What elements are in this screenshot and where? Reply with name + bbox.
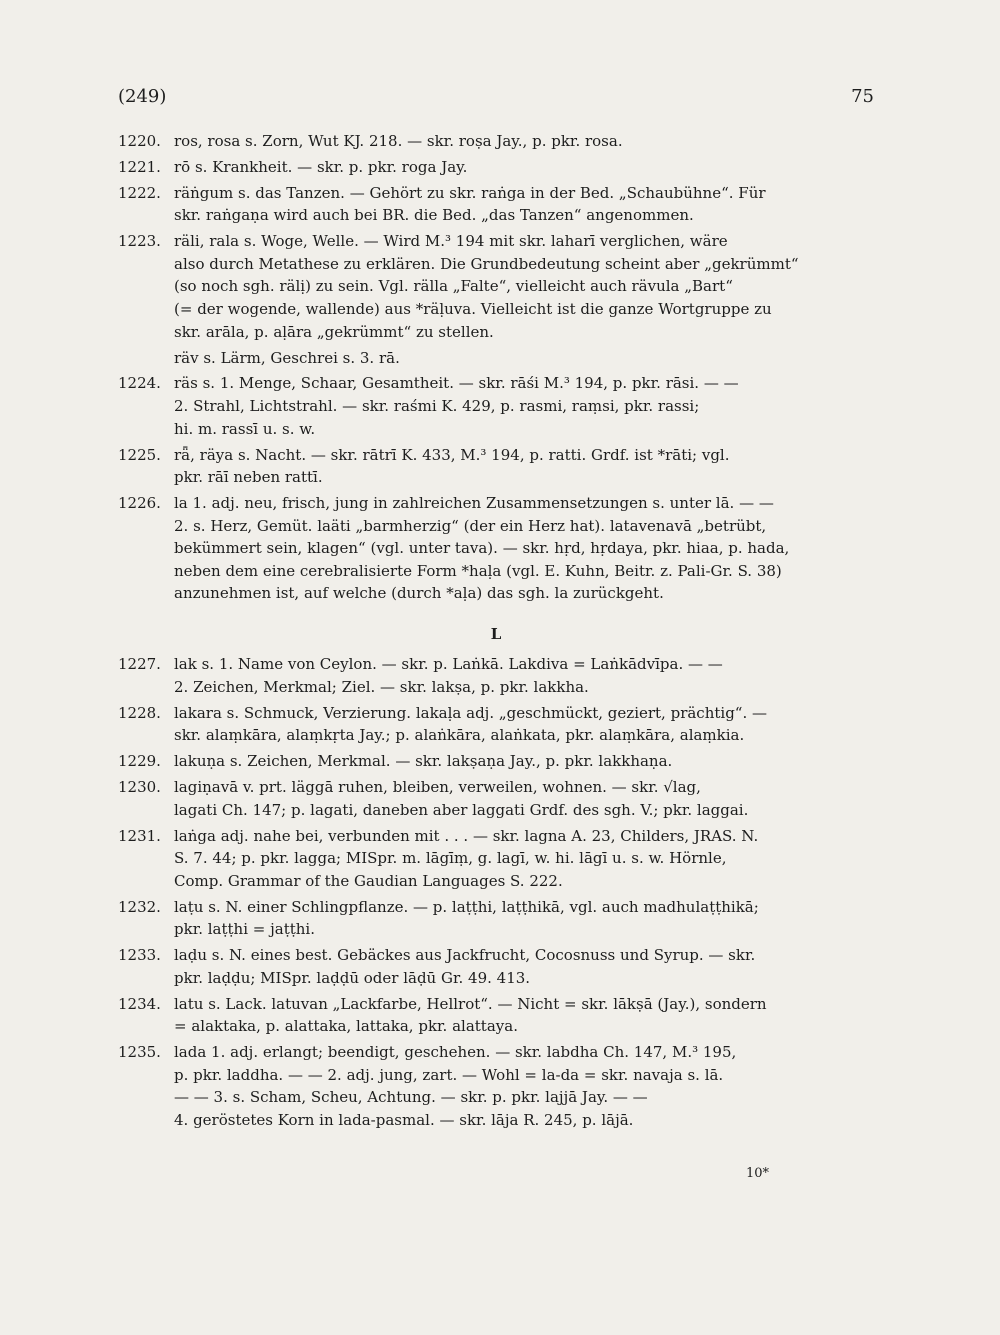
- entry-text: pkr. laṭṭhi = jaṭṭhi.: [174, 920, 315, 939]
- entry-first-line: [118, 444, 874, 467]
- dictionary-entry: [118, 372, 874, 440]
- entry-text: laḍu s. N. eines best. Gebäckes aus Jackfrucht, Cocosnuss und Syrup. — skr.: [174, 946, 756, 965]
- entry-first-line: [118, 702, 874, 725]
- entry-text: lakuṇa s. Zeichen, Merkmal. — skr. lakṣaṇa Jay., p. pkr. lakkhaṇa.: [174, 752, 673, 771]
- entry-text: laṅga adj. nahe bei, verbunden mit . . . — skr. lagna A. 23, Childers, JRAS. N.: [174, 826, 759, 845]
- entry-first-line: [118, 776, 874, 799]
- entry-first-line: [118, 182, 874, 205]
- dictionary-entry: [118, 825, 874, 893]
- entry-first-line: [118, 156, 874, 179]
- entry-continuation-line: [118, 1015, 874, 1038]
- entry-first-line: [118, 750, 874, 773]
- entry-text: skr. raṅgaṇa wird auch bei BR. die Bed. „das Tanzen“ angenommen.: [174, 206, 694, 225]
- entry-text: rǟ, räya s. Nacht. — skr. rātrī K. 433, M.³ 194, p. ratti. Grdf. ist *rāti; vgl.: [174, 445, 730, 464]
- entry-continuation-line: [118, 515, 874, 538]
- entry-first-line: [118, 1041, 874, 1064]
- entry-text: lakara s. Schmuck, Verzierung. lakaḷa adj. „geschmückt, geziert, prächtig“. —: [174, 703, 768, 722]
- entry-text: lagati Ch. 147; p. lagati, daneben aber laggati Grdf. des sgh. V.; pkr. laggai.: [174, 800, 749, 819]
- dictionary-entry: [118, 182, 874, 227]
- entry-text: latu s. Lack. latuvan „Lackfarbe, Hellrot“. — Nicht = skr. lākṣā (Jay.), sondern: [174, 994, 767, 1013]
- entry-continuation-line: [118, 253, 874, 276]
- entry-first-line: [118, 944, 874, 967]
- dictionary-entry: [118, 1041, 874, 1131]
- dictionary-entry: [118, 347, 874, 370]
- entry-text: 2. Zeichen, Merkmal; Ziel. — skr. lakṣa, p. pkr. lakkha.: [174, 677, 589, 696]
- dictionary-entry: [118, 993, 874, 1038]
- entry-first-line: [118, 130, 874, 153]
- entry-number: 1232.: [118, 897, 161, 916]
- entry-number: 1231.: [118, 826, 161, 845]
- entry-text: (= der wogende, wallende) aus *räḷuva. Vielleicht ist die ganze Wortgruppe zu: [174, 300, 772, 319]
- entry-first-line: [118, 372, 874, 395]
- entry-number: 1220.: [118, 132, 161, 150]
- dictionary-entry: [118, 702, 874, 747]
- entry-continuation-line: [118, 676, 874, 699]
- entry-text: (so noch sgh. rälị) zu sein. Vgl. rälla „Falte“, vielleicht auch rävula „Bart“: [174, 277, 733, 296]
- dictionary-entry: [118, 750, 874, 773]
- entry-number: 1233.: [118, 946, 161, 965]
- entry-number: 1223.: [118, 232, 161, 251]
- entry-continuation-line: [118, 1086, 874, 1109]
- entry-text: = alaktaka, p. alattaka, lattaka, pkr. alattaya.: [174, 1017, 518, 1036]
- entry-text: 2. Strahl, Lichtstrahl. — skr. raśmi K. 429, p. rasmi, raṃsi, pkr. rassi;: [174, 397, 700, 416]
- entry-number: 1226.: [118, 493, 161, 512]
- entry-continuation-line: [118, 321, 874, 344]
- entry-text: lak s. 1. Name von Ceylon. — skr. p. Laṅkā. Lakdiva = Laṅkādvīpa. — —: [174, 655, 723, 674]
- section-heading: L: [490, 625, 502, 644]
- page-header: [118, 86, 874, 110]
- entry-text: lada 1. adj. erlangt; beendigt, geschehen. — skr. labdha Ch. 147, M.³ 195,: [174, 1043, 737, 1062]
- entry-number: 1224.: [118, 374, 161, 393]
- entry-first-line: [118, 993, 874, 1016]
- entry-text: räli, rala s. Woge, Welle. — Wird M.³ 194 mit skr. laharī verglichen, wäre: [174, 232, 728, 251]
- dictionary-entry: [118, 230, 874, 343]
- entry-continuation-line: [118, 204, 874, 227]
- entry-continuation-line: [118, 847, 874, 870]
- entry-first-line: [118, 347, 874, 370]
- entry-continuation-line: [118, 799, 874, 822]
- entry-first-line: [118, 230, 874, 253]
- entry-first-line: [118, 825, 874, 848]
- entry-text: lagiṇavā v. prt. läggā ruhen, bleiben, verweilen, wohnen. — skr. √lag,: [174, 778, 701, 797]
- entry-text: laṭu s. N. einer Schlingpflanze. — p. laṭṭhi, laṭṭhikā, vgl. auch madhulaṭṭhikā;: [174, 897, 759, 916]
- entry-list: [118, 130, 874, 1135]
- dictionary-entry: [118, 944, 874, 989]
- page-number: 75: [851, 86, 874, 107]
- entry-continuation-line: [118, 582, 874, 605]
- entry-text: — — 3. s. Scham, Scheu, Achtung. — skr. p. pkr. lajjā Jay. — —: [174, 1088, 648, 1107]
- entry-text: la 1. adj. neu, frisch, jung in zahlreichen Zusammensetzungen s. unter lā. — —: [174, 493, 774, 512]
- entry-text: hi. m. rassī u. s. w.: [174, 419, 316, 438]
- entry-number: 1229.: [118, 752, 161, 771]
- entry-text: bekümmert sein, klagen“ (vgl. unter tava). — skr. hṛd, hṛdaya, pkr. hiaa, p. hada,: [174, 539, 790, 558]
- entry-continuation-line: [118, 395, 874, 418]
- entry-text: p. pkr. laddha. — — 2. adj. jung, zart. — Wohl = la-da = skr. navaja s. lā.: [174, 1065, 724, 1084]
- dictionary-entry: [118, 156, 874, 179]
- entry-text: rō s. Krankheit. — skr. p. pkr. roga Jay.: [174, 157, 468, 176]
- entry-text: neben dem eine cerebralisierte Form *haḷa (vgl. E. Kuhn, Beitr. z. Pali-Gr. S. 38): [174, 561, 782, 580]
- entry-continuation-line: [118, 466, 874, 489]
- entry-text: pkr. rāī neben rattī.: [174, 468, 323, 487]
- entry-continuation-line: [118, 418, 874, 441]
- entry-number: 1222.: [118, 183, 161, 202]
- entry-first-line: [118, 492, 874, 515]
- entry-text: räv s. Lärm, Geschrei s. 3. rā.: [174, 348, 400, 367]
- entry-continuation-line: [118, 967, 874, 990]
- entry-text: räs s. 1. Menge, Schaar, Gesamtheit. — skr. rāśi M.³ 194, p. pkr. rāsi. — —: [174, 374, 739, 393]
- entry-continuation-line: [118, 724, 874, 747]
- entry-number: 1221.: [118, 157, 161, 176]
- entry-continuation-line: [118, 537, 874, 560]
- entry-text: räṅgum s. das Tanzen. — Gehört zu skr. raṅga in der Bed. „Schaubühne“. Für: [174, 183, 766, 202]
- entry-number: 1235.: [118, 1043, 161, 1062]
- dictionary-entry: [118, 896, 874, 941]
- entry-first-line: [118, 653, 874, 676]
- entry-number: 1227.: [118, 655, 161, 674]
- entry-text: 4. geröstetes Korn in lada-pasmal. — skr. lāja R. 245, p. lājā.: [174, 1110, 634, 1129]
- entry-text: pkr. laḍḍu; MISpr. laḍḍū oder lāḍū Gr. 49. 413.: [174, 968, 531, 987]
- dictionary-entry: [118, 130, 874, 153]
- entry-text: skr. arāla, p. aḷāra „gekrümmt“ zu stellen.: [174, 322, 494, 341]
- entry-continuation-line: [118, 918, 874, 941]
- entry-number: 1234.: [118, 994, 161, 1013]
- dictionary-entry: [118, 492, 874, 605]
- entry-continuation-line: [118, 560, 874, 583]
- dictionary-entry: [118, 776, 874, 821]
- entry-number: 1225.: [118, 445, 161, 464]
- entry-text: skr. alaṃkāra, alaṃkṛta Jay.; p. alaṅkāra, alaṅkata, pkr. alaṃkāra, alaṃkia.: [174, 726, 745, 745]
- entry-text: S. 7. 44; p. pkr. lagga; MISpr. m. lāgīṃ, g. lagī, w. hi. lāgī u. s. w. Hörnle,: [174, 849, 727, 868]
- entry-continuation-line: [118, 1064, 874, 1087]
- entry-text: ros, rosa s. Zorn, Wut KJ. 218. — skr. roṣa Jay., p. pkr. rosa.: [174, 132, 623, 150]
- entry-continuation-line: [118, 870, 874, 893]
- entry-text: Comp. Grammar of the Gaudian Languages S. 222.: [174, 871, 563, 890]
- dictionary-entry: [118, 653, 874, 698]
- entry-continuation-line: [118, 275, 874, 298]
- entry-number: 1228.: [118, 703, 161, 722]
- entry-text: also durch Metathese zu erklären. Die Grundbedeutung scheint aber „gekrümmt“: [174, 254, 799, 273]
- sheet-signature: 10*: [746, 1166, 770, 1181]
- entry-continuation-line: [118, 1109, 874, 1132]
- entry-text: anzunehmen ist, auf welche (durch *aḷa) das sgh. la zurückgeht.: [174, 584, 664, 603]
- entry-text: 2. s. Herz, Gemüt. laäti „barmherzig“ (der ein Herz hat). latavenavā „betrübt,: [174, 516, 767, 535]
- page-reference: (249): [118, 86, 167, 107]
- dictionary-entry: [118, 444, 874, 489]
- entry-continuation-line: [118, 298, 874, 321]
- entry-first-line: [118, 896, 874, 919]
- entry-number: 1230.: [118, 778, 161, 797]
